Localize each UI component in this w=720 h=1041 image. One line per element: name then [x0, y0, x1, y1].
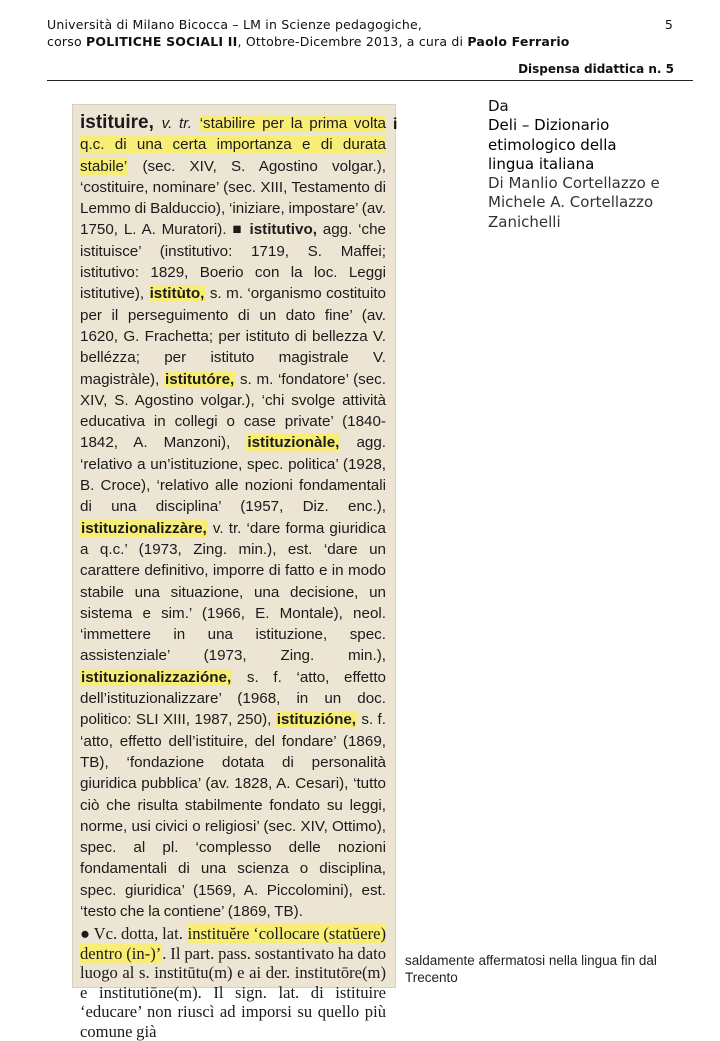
source-title-3: lingua italiana — [488, 154, 595, 173]
etymology-segment: ● Vc. dotta, lat. — [80, 924, 187, 944]
header-divider — [47, 80, 693, 81]
source-title-2: etimologico della — [488, 135, 617, 154]
course-period: , Ottobre-Dicembre 2013, a cura di — [237, 34, 468, 49]
source-da: Da — [488, 97, 509, 115]
dictionary-scan — [72, 104, 396, 1041]
entry-segment: istituzionàle, — [247, 434, 340, 452]
etymology-paragraph — [80, 924, 386, 1041]
column-marker: i — [393, 116, 398, 133]
etymology-segment: instituĕre ‘collocare (statŭere) dentro (in-)’ — [80, 924, 386, 963]
entry-segment: s. m. ‘organismo costituito per il perseguimento di un dato fine’ (av. 1620, G. Frachetta; per istituto di bellezza V. bellézza; per istituto magistrale V. magistràle), — [80, 285, 386, 388]
entry-segment: istituire, — [80, 112, 162, 133]
entry-segment: s. f. ‘atto, effetto dell’istituire, del fondare’ (1869, TB), ‘fondazione dotata di personalità giuridica pubblica’ (av. 1828, A. Cesari), ‘tutto ciò che risulta stabilmente fondato su leggi, norme, usi civici o religiosi’ (sec. XIV, Ottimo), spec. al pl. ‘complesso delle nozioni fondamentali di una scienza o disciplina, spec. giuridica’ (1569, A. Piccolomini), est. ‘testo che la contiene’ (1869, TB). — [80, 711, 386, 920]
entry-segment: istitùto, — [149, 285, 205, 303]
source-title-1: Deli – Dizionario — [488, 116, 610, 135]
author-name: Paolo Ferrario — [467, 34, 570, 49]
entry-segment: s. m. ‘fondatore’ (sec. XIV, S. Agostino volgar.), ‘chi svolge attività educativa in collegi o case private’ (1840-1842, A. Manzoni), — [80, 370, 386, 452]
entry-segment: agg. ‘che istituisce’ (institutivo: 1719, S. Maffei; istitutivo: 1829, Boerio con la loc. Leggi istitutive), — [80, 221, 387, 303]
entry-segment: istitutivo, — [249, 221, 323, 239]
entry-segment: istituzionalizzàre, — [81, 519, 207, 537]
entry-segment: istituzionalizzazióne, — [81, 668, 232, 686]
header-line-1: Università di Milano Bicocca – LM in Scienze pedagogiche, — [47, 17, 423, 32]
etymology-segment: . Il part. pass. sostantivato ha dato luogo al s. institūtu(m) e ai der. institutōre(m) e institutiōne(m). Il sign. lat. di istituire ‘educare’ non riuscì ad imporsi su quello più comune già — [80, 943, 386, 1041]
entry-segment: v. tr. ‘dare forma giuridica a q.c.’ (1973, Zing. min.), est. ‘dare un carattere definitivo, imporre di fatto e in modo stabile una situazione, una decisione, un sistema e sim.’ (1966, E. Montale), neol. ‘immettere in una istituzione, spec. assistenziale’ (1973, Zing. min.), — [80, 519, 386, 665]
continuation-caption: saldamente affermatosi nella lingua fin dal Trecento — [405, 953, 657, 985]
entry-segment: istitutóre, — [165, 370, 235, 388]
entry-segment: istituzióne, — [276, 711, 357, 729]
header-line-2 — [47, 33, 673, 50]
entry-segment: agg. ‘relativo a un’istituzione, spec. politica’ (1928, B. Croce), ‘relativo alle nozioni fondamentali di una disciplina’ (1957, Diz. enc.), — [80, 434, 386, 516]
course-name: POLITICHE SOCIALI II — [86, 34, 238, 49]
entry-segment: s. f. ‘atto, effetto dell’istituzionalizzare’ (1968, in un doc. politico: SLI XIII, 1987, 250), — [80, 668, 386, 729]
dictionary-entry — [80, 112, 386, 1041]
source-citation — [488, 97, 708, 232]
source-authors-2: Michele A. Cortellazzo — [488, 193, 654, 212]
page-number: 5 — [664, 17, 673, 32]
source-publisher: Zanichelli — [488, 212, 561, 231]
page-header — [47, 16, 673, 50]
dispensa-label: Dispensa didattica n. 5 — [518, 62, 674, 76]
entry-segment: v. tr. — [161, 115, 199, 132]
entry-segment: (sec. XIV, S. Agostino volgar.), ‘costituire, nominare’ (sec. XIII, Testamento di Lemmo di Balduccio), ‘iniziare, impostare’ (av. 1750, L. A. Muratori). ■ — [80, 157, 386, 239]
entry-segment: ‘stabilire per la prima volta q.c. di una certa importanza e di durata stabile’ — [80, 115, 387, 175]
source-authors-1: Di Manlio Cortellazzo e — [488, 174, 660, 193]
course-prefix: corso — [47, 34, 86, 49]
